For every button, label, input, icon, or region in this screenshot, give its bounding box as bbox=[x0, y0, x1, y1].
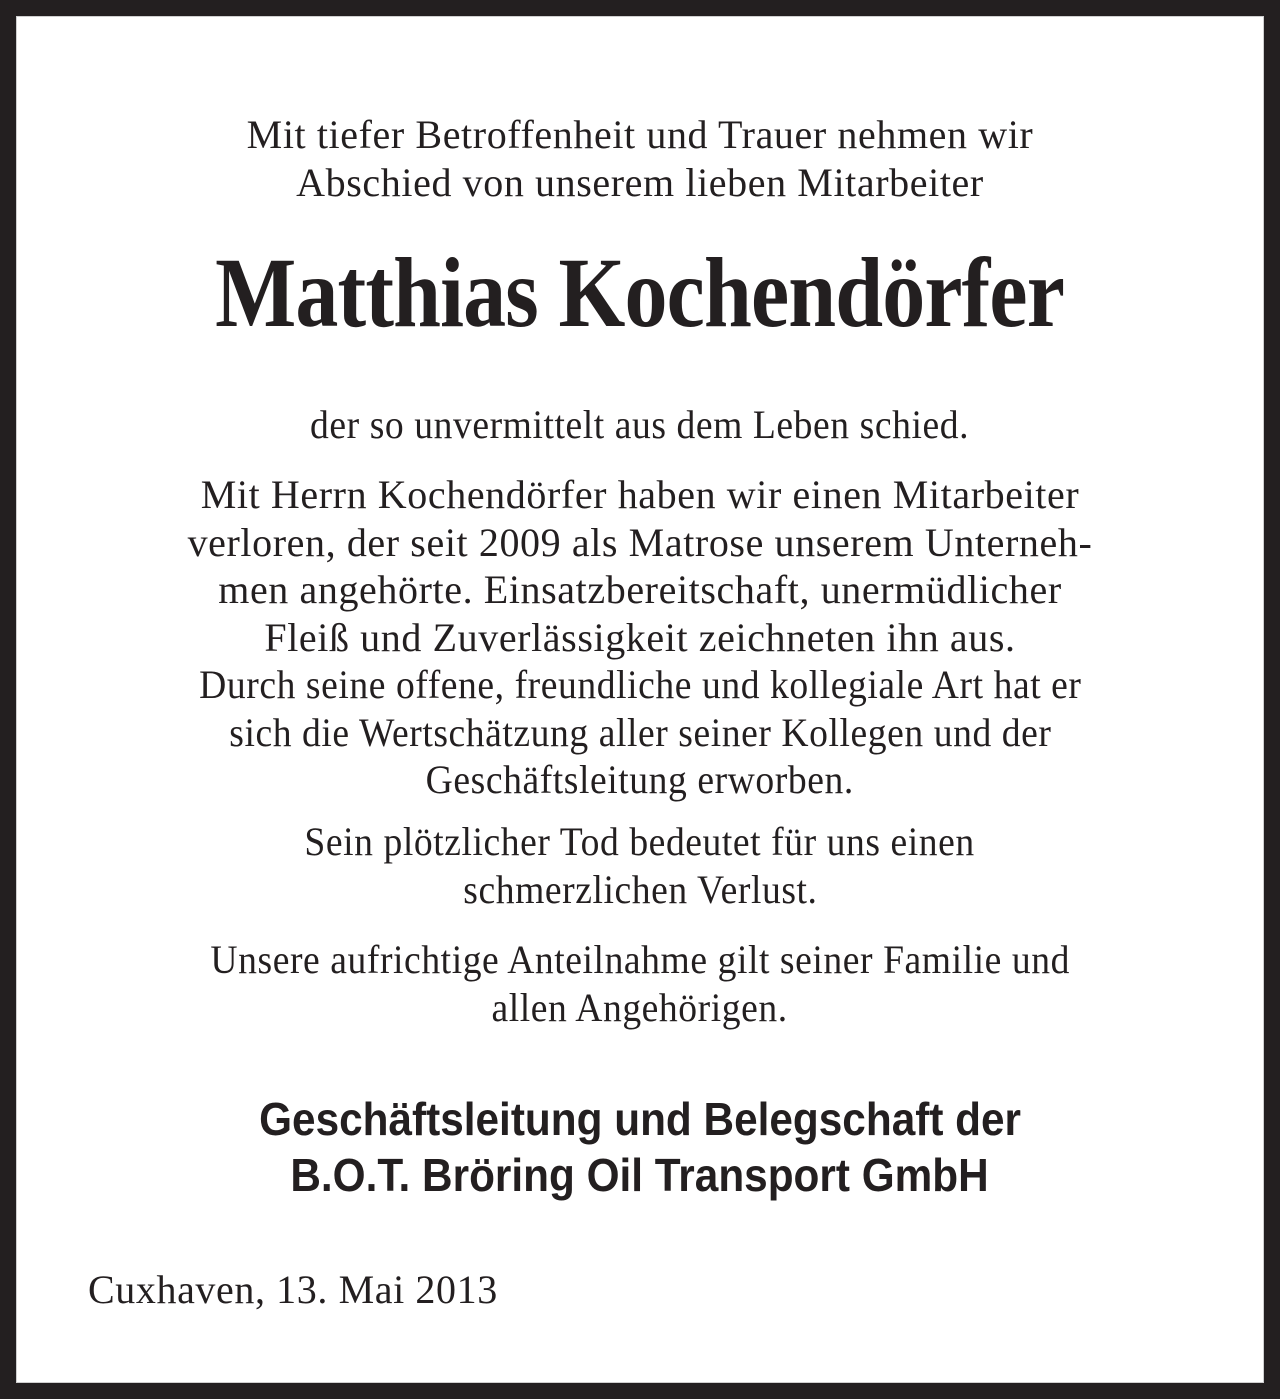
signature-line: B.O.T. Bröring Oil Transport GmbH bbox=[290, 1149, 990, 1201]
paragraph-line: Mit Herrn Kochendörfer haben wir einen Mitarbeiter bbox=[200, 472, 1080, 517]
intro-line: Abschied von unserem lieben Mitarbeiter bbox=[296, 159, 984, 205]
paragraph-line: Sein plötzlicher Tod bedeutet für uns einen bbox=[304, 819, 976, 864]
paragraph-tribute bbox=[16, 471, 1264, 804]
paragraph-line: Fleiß und Zuverlässigkeit zeichneten ihn aus. bbox=[264, 614, 1016, 660]
signature-line: Geschäftsleitung und Belegschaft der bbox=[259, 1093, 1021, 1145]
deceased-name-text: Matthias Kochendörfer bbox=[215, 237, 1065, 348]
paragraph-line: sich die Wertschätzung aller seiner Kollegen und der bbox=[228, 709, 1052, 755]
paragraph-line: verloren, der seit 2009 als Matrose unserem Unterneh- bbox=[187, 519, 1093, 565]
intro-text bbox=[16, 111, 1264, 206]
paragraph-condolence bbox=[16, 936, 1264, 1031]
paragraph-line: Unsere aufrichtige Anteilnahme gilt seiner Familie und bbox=[210, 937, 1070, 982]
paragraph-line: schmerzlichen Verlust. bbox=[462, 866, 818, 912]
deceased-name bbox=[16, 238, 1264, 348]
paragraph-line: Durch seine offene, freundliche und kollegiale Art hat er bbox=[198, 662, 1082, 707]
intro-line: Mit tiefer Betroffenheit und Trauer nehmen wir bbox=[246, 112, 1034, 157]
paragraph-loss bbox=[16, 818, 1264, 913]
paragraph-line: allen Angehörigen. bbox=[491, 984, 789, 1030]
place-date: Cuxhaven, 13. Mai 2013 bbox=[88, 1267, 498, 1312]
paragraph-line: Geschäftsleitung erworben. bbox=[425, 757, 855, 802]
paragraph-line: men angehörte. Einsatzbereitschaft, unermüdlicher bbox=[218, 567, 1062, 612]
subtitle-text bbox=[16, 401, 1264, 449]
signature-block bbox=[16, 1091, 1264, 1203]
obituary-frame bbox=[16, 16, 1264, 1383]
subtitle-line: der so unvermittelt aus dem Leben schied. bbox=[310, 402, 970, 447]
